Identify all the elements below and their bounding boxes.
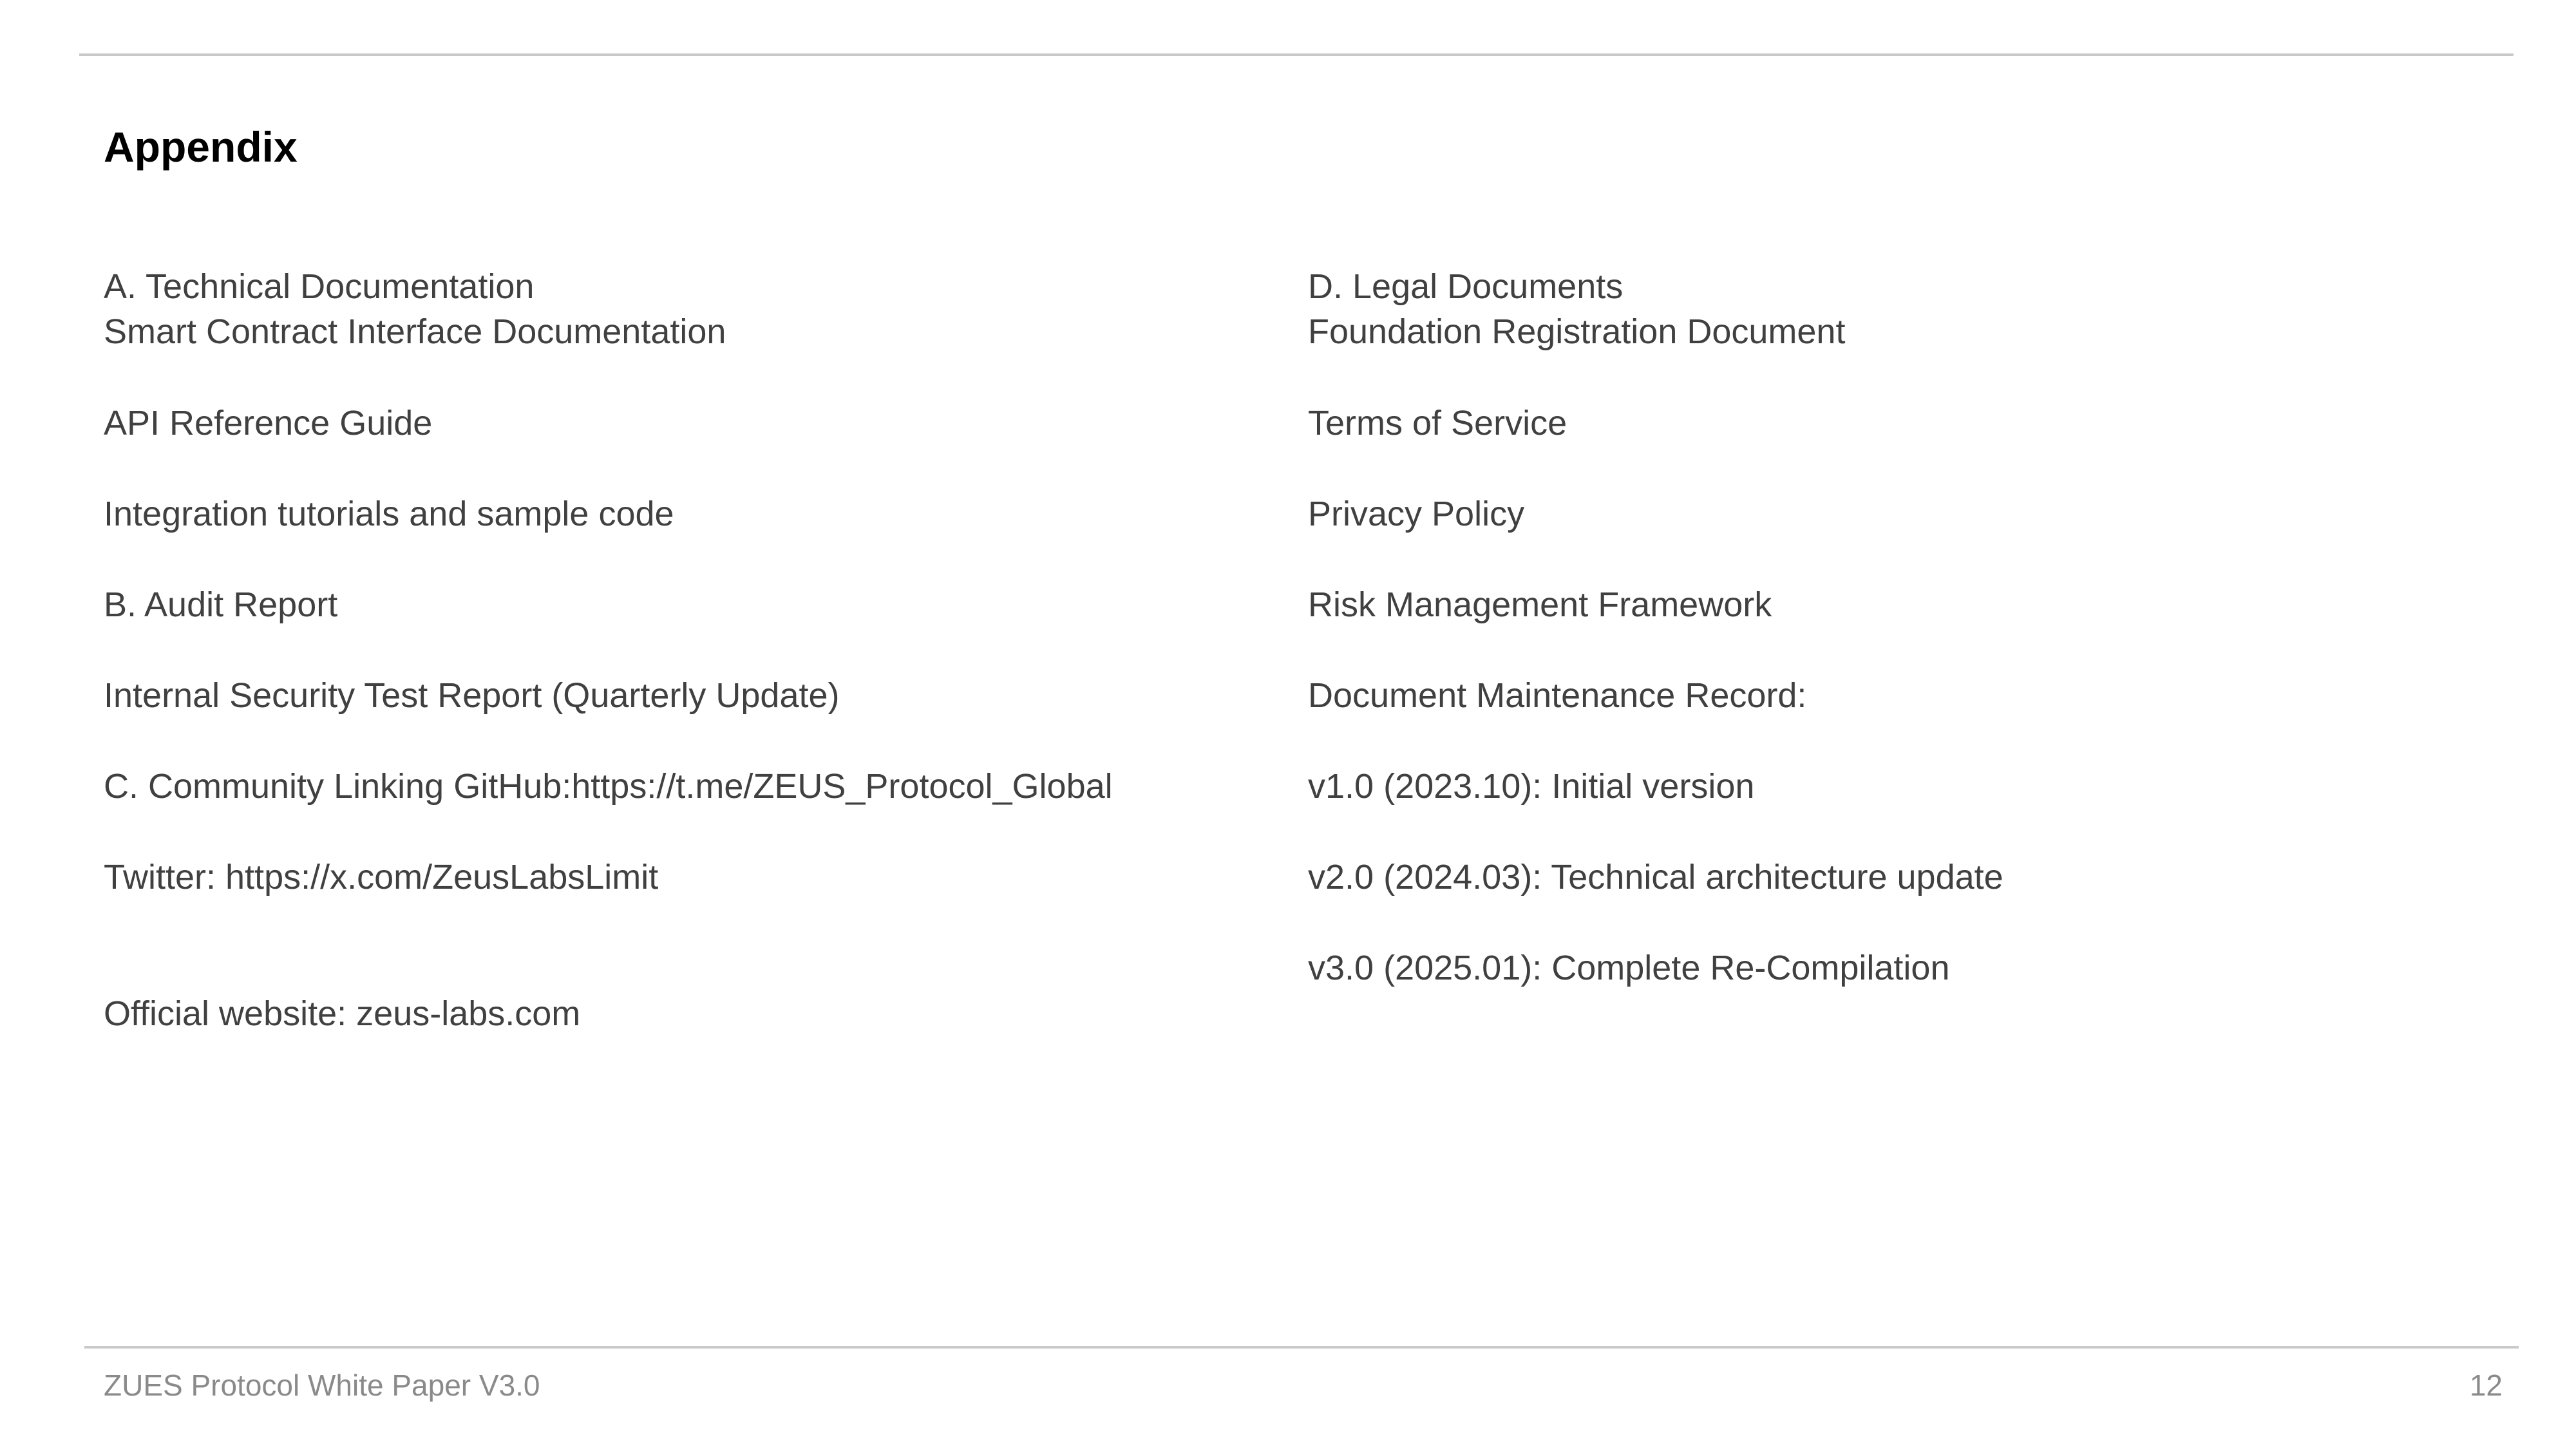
list-item: Internal Security Test Report (Quarterly Update) <box>104 676 840 715</box>
list-item: API Reference Guide <box>104 404 433 442</box>
list-item: Smart Contract Interface Documentation <box>104 312 726 351</box>
section-a-heading: A. Technical Documentation <box>104 267 535 306</box>
version-entry: v1.0 (2023.10): Initial version <box>1308 767 1755 806</box>
maintenance-record-heading: Document Maintenance Record: <box>1308 676 1807 715</box>
section-b-heading: B. Audit Report <box>104 585 338 624</box>
website-link: Official website: zeus-labs.com <box>104 994 581 1033</box>
list-item: Foundation Registration Document <box>1308 312 1846 351</box>
list-item: Risk Management Framework <box>1308 585 1772 624</box>
list-item: Terms of Service <box>1308 404 1567 442</box>
version-entry: v2.0 (2024.03): Technical architecture update <box>1308 858 2003 896</box>
footer-document-title: ZUES Protocol White Paper V3.0 <box>104 1368 540 1402</box>
list-item: Privacy Policy <box>1308 495 1525 533</box>
list-item: Integration tutorials and sample code <box>104 495 674 533</box>
section-d-heading: D. Legal Documents <box>1308 267 1624 306</box>
twitter-link: Twitter: https://x.com/ZeusLabsLimit <box>104 858 659 896</box>
page-title: Appendix <box>104 123 298 171</box>
section-c-heading: C. Community Linking GitHub:https://t.me/ZEUS_Protocol_Global <box>104 767 1113 806</box>
version-entry: v3.0 (2025.01): Complete Re-Compilation <box>1308 949 1950 987</box>
bottom-divider <box>84 1346 2519 1349</box>
top-divider <box>79 53 2514 56</box>
page-number: 12 <box>2469 1368 2503 1402</box>
